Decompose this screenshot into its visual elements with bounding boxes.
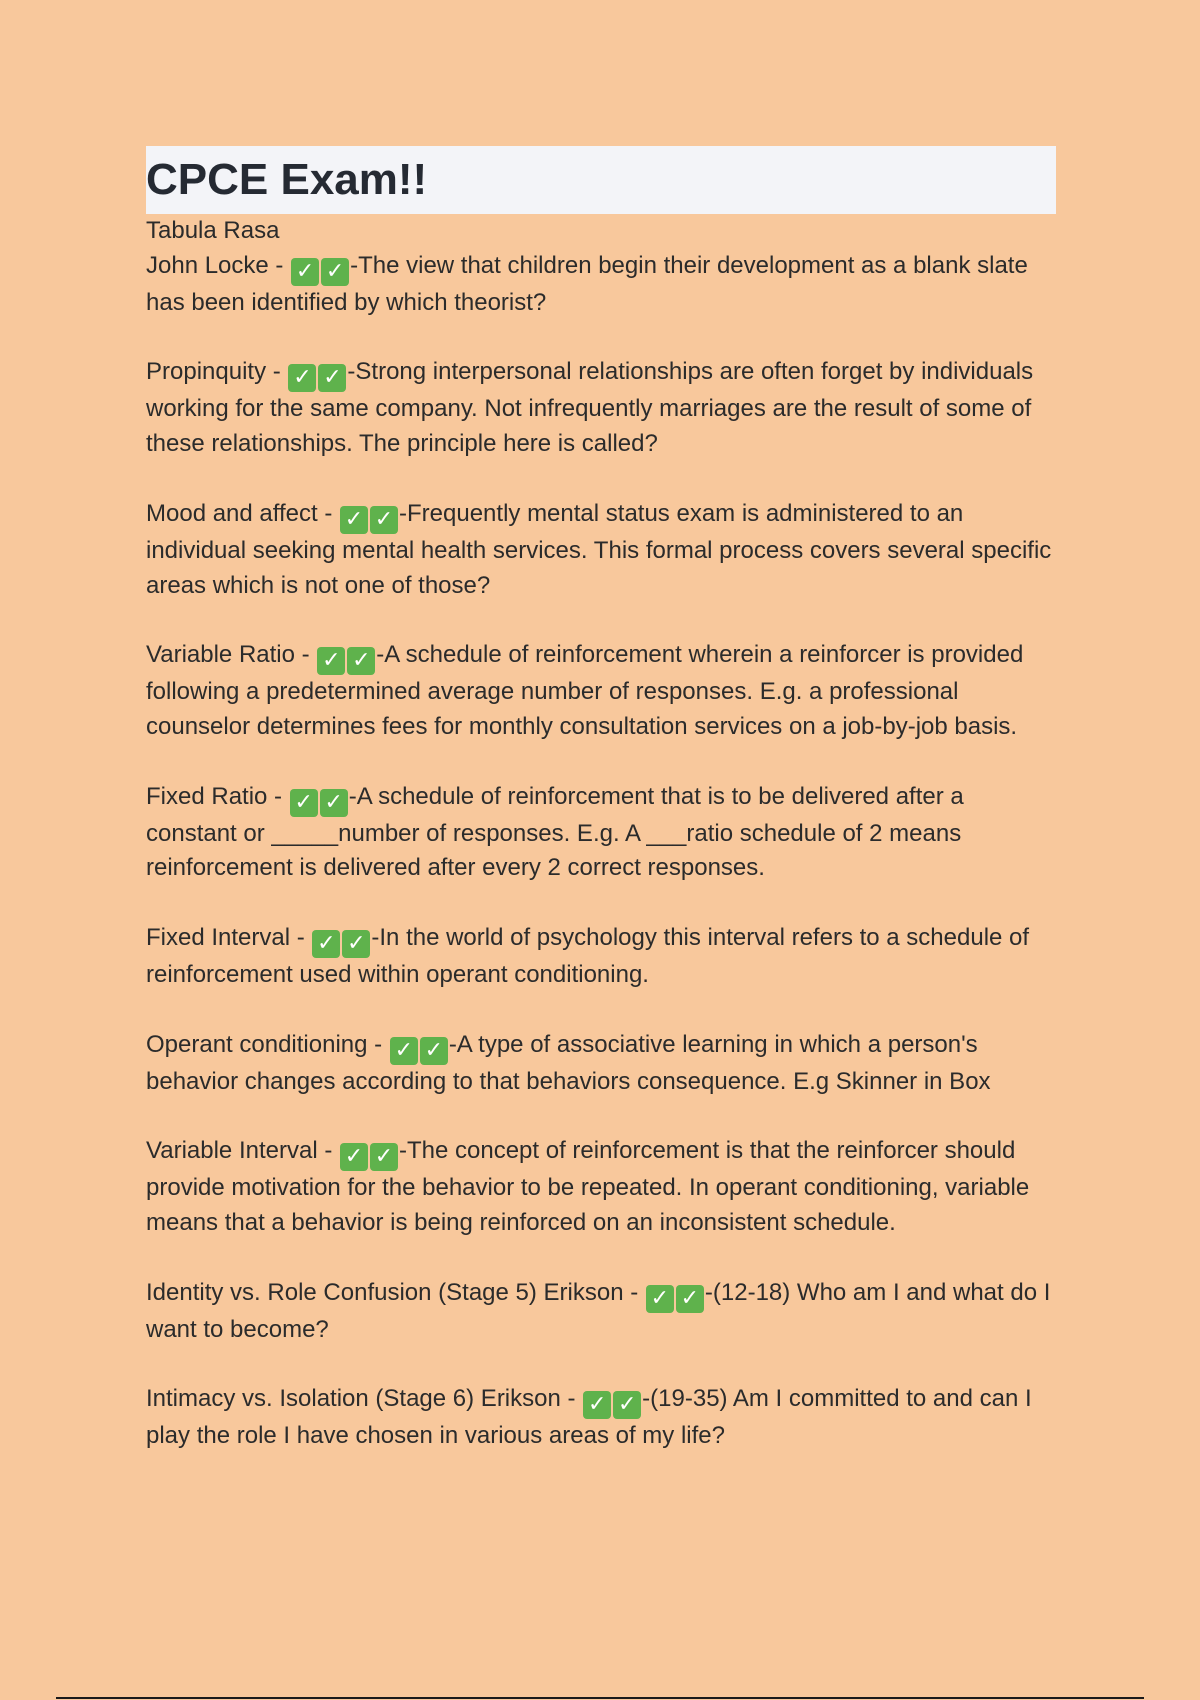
check-mark-icon: ✓ (347, 647, 375, 675)
entry-term: Propinquity - (146, 358, 288, 386)
entry-term: John Locke - (146, 251, 291, 279)
check-mark-icon: ✓ (321, 258, 349, 286)
entry-term: Identity vs. Role Confusion (Stage 5) Erikson - (146, 1278, 645, 1306)
check-mark-icon: ✓ (317, 647, 345, 675)
entry-term: Intimacy vs. Isolation (Stage 6) Erikson - (146, 1385, 583, 1413)
entry-definition: -A type of associative learning in which a person's behavior changes according to that behaviors consequence. E.g Skinner in Box (146, 1030, 991, 1095)
entry-definition: -A schedule of reinforcement that is to be delivered after a constant or _____number of responses. E.g. A ___ratio schedule of 2 means reinforcement is delivered after every 2 correct responses. (146, 782, 964, 882)
check-mark-icon: ✓ (320, 789, 348, 817)
flashcard-entry (146, 1382, 1056, 1454)
check-mark-icon: ✓ (370, 506, 398, 534)
check-mark-icon: ✓ (370, 1143, 398, 1171)
check-mark-icon: ✓ (613, 1391, 641, 1419)
check-mark-icon: ✓ (646, 1285, 674, 1313)
flashcard-entry (146, 1134, 1056, 1241)
check-mark-icon: ✓ (290, 789, 318, 817)
entry-term: Fixed Interval - (146, 923, 312, 951)
entry-term: Mood and affect - (146, 499, 340, 527)
flashcard-entry (146, 1276, 1056, 1348)
entry-term: Variable Interval - (146, 1137, 339, 1165)
entry-definition: -Strong interpersonal relationships are often forget by individuals working for the same company. Not infrequently marriages are the result of some of these relationships. The principle here is called? (146, 358, 1034, 458)
check-mark-icon: ✓ (318, 364, 346, 392)
flashcard-list (146, 214, 1056, 1454)
flashcard-entry (146, 249, 1056, 321)
entry-definition: -In the world of psychology this interval refers to a schedule of reinforcement used within operant conditioning. (146, 923, 1030, 988)
page-title: CPCE Exam!! (146, 155, 428, 204)
flashcard-entry (146, 1028, 1056, 1100)
flashcard-entry (146, 638, 1056, 745)
entry-term: Variable Ratio - (146, 641, 317, 669)
entry-definition: -Frequently mental status exam is administered to an individual seeking mental health services. This formal process covers several specific areas which is not one of those? (146, 499, 1052, 599)
footer-divider (56, 1697, 1144, 1699)
check-mark-icon: ✓ (340, 1143, 368, 1171)
document-page (146, 146, 1056, 1489)
flashcard-entry (146, 497, 1056, 604)
check-mark-icon: ✓ (288, 364, 316, 392)
entry-definition: -The concept of reinforcement is that the reinforcer should provide motivation for the behavior to be repeated. In operant conditioning, variable means that a behavior is being reinforced on an inconsistent schedule. (146, 1137, 1030, 1236)
check-mark-icon: ✓ (340, 506, 368, 534)
intro-line: Tabula Rasa (146, 217, 280, 244)
entry-definition: -A schedule of reinforcement wherein a reinforcer is provided following a predetermined average number of responses. E.g. a professional counselor determines fees for monthly consultation services on a job-by-job basis. (146, 641, 1024, 740)
entry-definition: -(19-35) Am I committed to and can I play the role I have chosen in various areas of my life? (146, 1385, 1032, 1450)
check-mark-icon: ✓ (390, 1037, 418, 1065)
entry-term: Operant conditioning - (146, 1030, 389, 1058)
check-mark-icon: ✓ (583, 1391, 611, 1419)
check-mark-icon: ✓ (291, 258, 319, 286)
entry-term: Fixed Ratio - (146, 782, 289, 810)
entry-definition: -The view that children begin their development as a blank slate has been identified by which theorist? (146, 251, 1028, 316)
check-mark-icon: ✓ (312, 930, 340, 958)
title-bar (146, 146, 1056, 214)
check-mark-icon: ✓ (342, 930, 370, 958)
flashcard-entry (146, 355, 1056, 462)
flashcard-entry (146, 780, 1056, 887)
entry-definition: -(12-18) Who am I and what do I want to become? (146, 1278, 1051, 1343)
check-mark-icon: ✓ (420, 1037, 448, 1065)
check-mark-icon: ✓ (676, 1285, 704, 1313)
flashcard-entry (146, 921, 1056, 993)
